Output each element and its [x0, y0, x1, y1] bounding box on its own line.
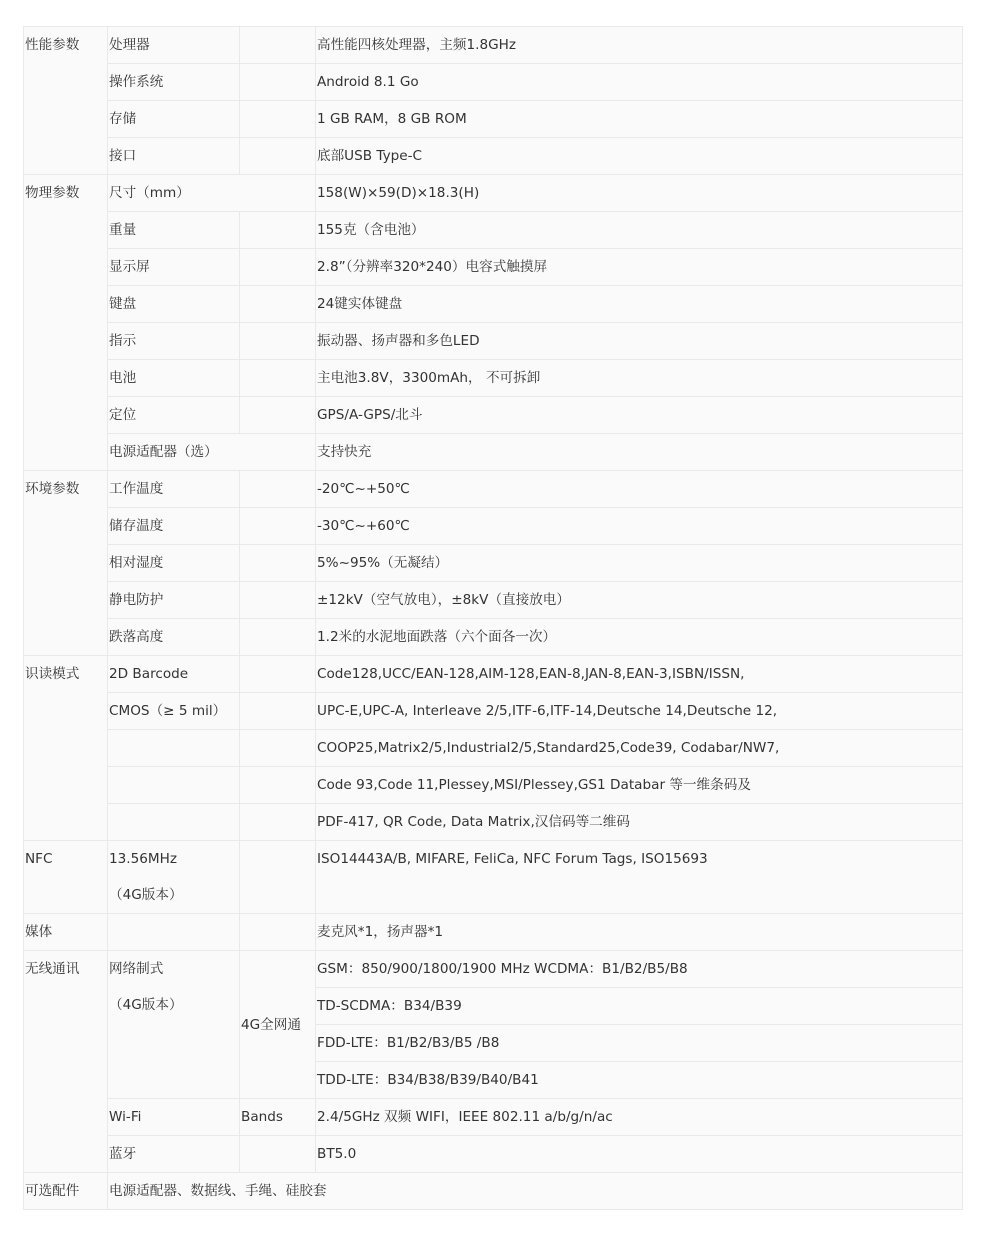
spec-key: 键盘 [108, 286, 240, 323]
table-row [24, 619, 963, 656]
spec-sub [240, 619, 316, 656]
spec-sub: 4G全网通 [240, 951, 316, 1099]
spec-value: 24键实体键盘 [316, 286, 963, 323]
spec-sub [240, 360, 316, 397]
spec-table [23, 26, 963, 1210]
spec-sub [240, 471, 316, 508]
spec-value: 158(W)×59(D)×18.3(H) [316, 175, 963, 212]
spec-sub [240, 914, 316, 951]
spec-key [108, 841, 240, 914]
spec-sub [240, 101, 316, 138]
spec-key-line: 网络制式 [109, 961, 164, 977]
spec-key: 重量 [108, 212, 240, 249]
spec-sub [240, 27, 316, 64]
spec-value: 振动器、扬声器和多色LED [316, 323, 963, 360]
spec-value: BT5.0 [316, 1136, 963, 1173]
table-row [24, 656, 963, 693]
table-row [24, 508, 963, 545]
spec-sub [240, 508, 316, 545]
spec-key [108, 951, 240, 1099]
spec-key: 跌落高度 [108, 619, 240, 656]
table-row [24, 286, 963, 323]
spec-key: 相对湿度 [108, 545, 240, 582]
spec-value: COOP25,Matrix2/5,Industrial2/5,Standard25,Code39, Codabar/NW7, [316, 730, 963, 767]
table-row [24, 730, 963, 767]
spec-key [108, 730, 240, 767]
spec-value: UPC-E,UPC-A, Interleave 2/5,ITF-6,ITF-14,Deutsche 14,Deutsche 12, [316, 693, 963, 730]
spec-key: 蓝牙 [108, 1136, 240, 1173]
spec-key: 工作温度 [108, 471, 240, 508]
spec-value: 高性能四核处理器，主频1.8GHz [316, 27, 963, 64]
spec-sub [240, 693, 316, 730]
spec-value: 5%~95%（无凝结） [316, 545, 963, 582]
table-row [24, 841, 963, 914]
spec-sub [240, 767, 316, 804]
spec-sub: Bands [240, 1099, 316, 1136]
spec-value: ISO14443A/B, MIFARE, FeliCa, NFC Forum Tags, ISO15693 [316, 841, 963, 914]
spec-value: 1.2米的水泥地面跌落（六个面各一次） [316, 619, 963, 656]
spec-sub [240, 841, 316, 914]
spec-key: 2D Barcode [108, 656, 240, 693]
category-cell-nfc: NFC [24, 841, 108, 914]
spec-key: 尺寸（mm） [108, 175, 316, 212]
spec-key: 接口 [108, 138, 240, 175]
spec-key [108, 767, 240, 804]
spec-sub [240, 249, 316, 286]
table-row [24, 767, 963, 804]
spec-key: 显示屏 [108, 249, 240, 286]
spec-sub [240, 1136, 316, 1173]
spec-key: 存储 [108, 101, 240, 138]
spec-key-line: （4G版本） [109, 997, 183, 1013]
spec-sub [240, 138, 316, 175]
spec-value: TDD-LTE：B34/B38/B39/B40/B41 [316, 1062, 963, 1099]
category-cell-wireless: 无线通讯 [24, 951, 108, 1173]
table-row [24, 360, 963, 397]
spec-value: Code128,UCC/EAN-128,AIM-128,EAN-8,JAN-8,EAN-3,ISBN/ISSN, [316, 656, 963, 693]
table-row [24, 951, 963, 988]
table-row [24, 1173, 963, 1210]
spec-sub [240, 730, 316, 767]
spec-key: 处理器 [108, 27, 240, 64]
spec-value: FDD-LTE：B1/B2/B3/B5 /B8 [316, 1025, 963, 1062]
spec-value: -20℃~+50℃ [316, 471, 963, 508]
spec-value: Android 8.1 Go [316, 64, 963, 101]
spec-sub [240, 323, 316, 360]
category-cell-environment: 环境参数 [24, 471, 108, 656]
spec-value: GPS/A-GPS/北斗 [316, 397, 963, 434]
table-row [24, 138, 963, 175]
table-row [24, 693, 963, 730]
table-row [24, 1136, 963, 1173]
spec-value: 电源适配器、数据线、手绳、硅胶套 [108, 1173, 963, 1210]
spec-key: 操作系统 [108, 64, 240, 101]
spec-value: TD-SCDMA：B34/B39 [316, 988, 963, 1025]
spec-key: 储存温度 [108, 508, 240, 545]
spec-value: -30℃~+60℃ [316, 508, 963, 545]
category-cell-accessories: 可选配件 [24, 1173, 108, 1210]
spec-value: GSM：850/900/1800/1900 MHz WCDMA：B1/B2/B5/B8 [316, 951, 963, 988]
table-row [24, 64, 963, 101]
spec-value: Code 93,Code 11,Plessey,MSI/Plessey,GS1 Databar 等一维条码及 [316, 767, 963, 804]
spec-key: CMOS（≥ 5 mil） [108, 693, 240, 730]
table-row [24, 804, 963, 841]
table-row [24, 914, 963, 951]
spec-value: 支持快充 [316, 434, 963, 471]
spec-key-line: （4G版本） [109, 887, 183, 903]
table-row [24, 434, 963, 471]
category-cell-scan-mode: 识读模式 [24, 656, 108, 841]
spec-value: 主电池3.8V，3300mAh， 不可拆卸 [316, 360, 963, 397]
spec-value: 2.8”（分辨率320*240）电容式触摸屏 [316, 249, 963, 286]
spec-key [108, 804, 240, 841]
table-row [24, 545, 963, 582]
spec-sub [240, 212, 316, 249]
spec-value: 155克（含电池） [316, 212, 963, 249]
spec-key: 指示 [108, 323, 240, 360]
table-row [24, 1099, 963, 1136]
spec-value: 底部USB Type-C [316, 138, 963, 175]
spec-value: 1 GB RAM，8 GB ROM [316, 101, 963, 138]
category-cell-physical: 物理参数 [24, 175, 108, 471]
table-row [24, 175, 963, 212]
category-cell-performance: 性能参数 [24, 27, 108, 175]
spec-sub [240, 286, 316, 323]
spec-key: 电池 [108, 360, 240, 397]
category-cell-media: 媒体 [24, 914, 108, 951]
spec-value: ±12kV（空气放电），±8kV（直接放电） [316, 582, 963, 619]
spec-sub [240, 64, 316, 101]
table-row [24, 101, 963, 138]
table-row [24, 212, 963, 249]
spec-key: 定位 [108, 397, 240, 434]
spec-sub [240, 397, 316, 434]
spec-key: 电源适配器（选） [108, 434, 316, 471]
spec-value: 麦克风*1，扬声器*1 [316, 914, 963, 951]
table-row [24, 323, 963, 360]
spec-key: 静电防护 [108, 582, 240, 619]
table-row [24, 249, 963, 286]
table-row [24, 397, 963, 434]
spec-key [108, 914, 240, 951]
spec-sub [240, 545, 316, 582]
spec-sub [240, 804, 316, 841]
table-row [24, 27, 963, 64]
table-row [24, 582, 963, 619]
spec-sub [240, 656, 316, 693]
table-row [24, 471, 963, 508]
spec-key-line: 13.56MHz [109, 851, 178, 867]
spec-value: PDF-417, QR Code, Data Matrix,汉信码等二维码 [316, 804, 963, 841]
spec-value: 2.4/5GHz 双频 WIFI，IEEE 802.11 a/b/g/n/ac [316, 1099, 963, 1136]
spec-key: Wi-Fi [108, 1099, 240, 1136]
spec-sub [240, 582, 316, 619]
